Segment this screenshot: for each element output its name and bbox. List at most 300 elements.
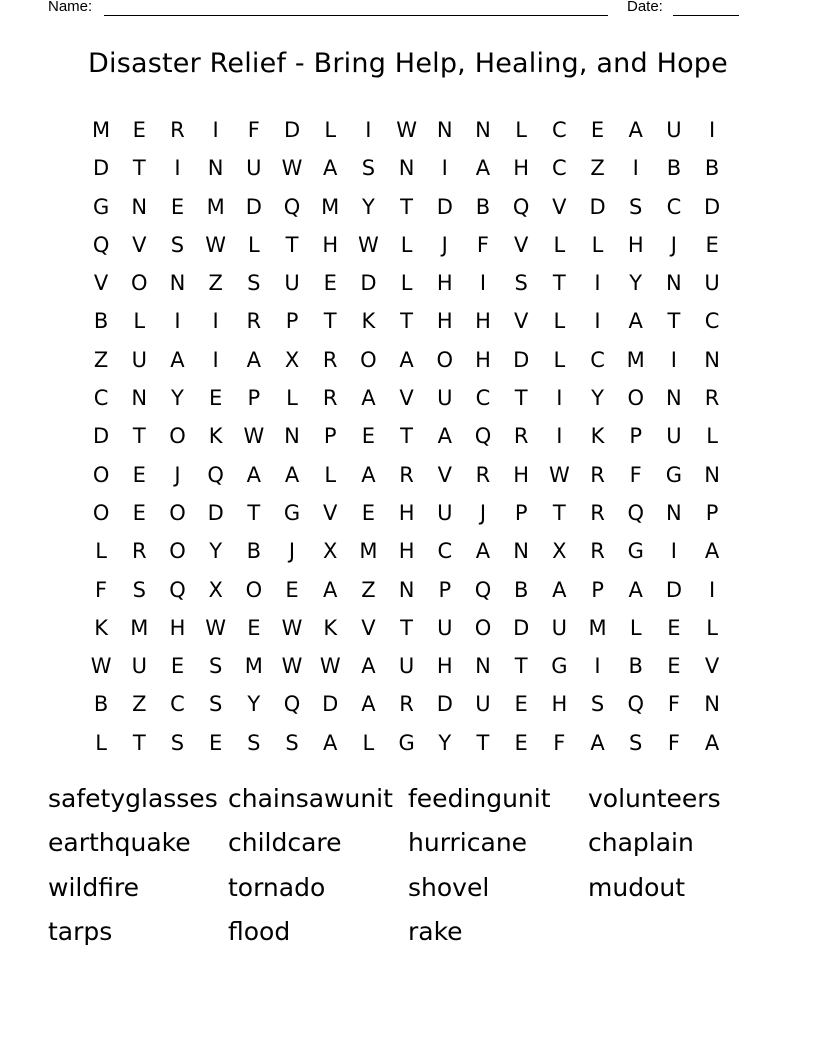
grid-letter[interactable]: G bbox=[627, 539, 644, 564]
grid-letter[interactable]: N bbox=[284, 424, 300, 449]
grid-letter[interactable]: G bbox=[92, 194, 110, 219]
grid-letter[interactable]: I bbox=[212, 347, 219, 372]
grid-letter[interactable]: C bbox=[590, 347, 605, 372]
grid-letter[interactable]: L bbox=[362, 730, 375, 755]
grid-letter[interactable]: W bbox=[205, 232, 227, 257]
grid-letter[interactable]: L bbox=[133, 309, 146, 334]
grid-letter[interactable]: E bbox=[247, 615, 261, 640]
grid-letter[interactable]: S bbox=[629, 730, 643, 755]
grid-letter[interactable]: U bbox=[246, 156, 262, 181]
grid-letter[interactable]: V bbox=[399, 386, 414, 411]
grid-letter[interactable]: L bbox=[247, 232, 260, 257]
word-bank-item: chaplain bbox=[588, 828, 694, 858]
grid-letter[interactable]: U bbox=[131, 347, 147, 372]
grid-letter[interactable]: D bbox=[436, 692, 453, 717]
grid-letter[interactable]: M bbox=[321, 194, 340, 219]
grid-letter[interactable]: I bbox=[174, 156, 181, 181]
grid-letter[interactable]: I bbox=[708, 118, 716, 142]
grid-letter[interactable]: V bbox=[513, 232, 529, 257]
grid-letter[interactable]: E bbox=[170, 194, 185, 219]
grid-letter[interactable]: P bbox=[247, 386, 261, 411]
grid-letter[interactable]: I bbox=[441, 156, 448, 181]
grid-letter[interactable]: W bbox=[358, 232, 379, 257]
grid-letter[interactable]: A bbox=[323, 730, 338, 755]
grid-letter[interactable]: W bbox=[281, 615, 303, 640]
grid-letter[interactable]: H bbox=[398, 539, 415, 564]
grid-letter[interactable]: J bbox=[479, 500, 487, 525]
grid-letter[interactable]: A bbox=[704, 539, 720, 564]
grid-letter[interactable]: L bbox=[95, 539, 107, 564]
grid-letter[interactable]: B bbox=[704, 156, 720, 181]
grid-letter[interactable]: M bbox=[206, 194, 225, 219]
grid-letter[interactable]: A bbox=[361, 692, 376, 717]
grid-letter[interactable]: Q bbox=[627, 692, 644, 717]
grid-letter[interactable]: Z bbox=[93, 347, 109, 372]
grid-letter[interactable]: R bbox=[399, 692, 414, 717]
grid-letter[interactable]: E bbox=[705, 232, 719, 257]
grid-letter[interactable]: V bbox=[93, 271, 109, 296]
letter-grid bbox=[82, 111, 731, 762]
grid-letter[interactable]: O bbox=[360, 347, 377, 372]
grid-letter[interactable]: A bbox=[170, 347, 185, 372]
grid-letter[interactable]: Q bbox=[207, 462, 224, 487]
grid-letter[interactable]: N bbox=[475, 654, 491, 679]
grid-letter[interactable]: M bbox=[244, 654, 263, 679]
grid-letter[interactable]: S bbox=[285, 730, 299, 755]
word-bank-item: hurricane bbox=[408, 828, 528, 858]
grid-letter[interactable]: O bbox=[169, 424, 186, 449]
grid-letter[interactable]: A bbox=[361, 654, 376, 679]
grid-letter[interactable]: E bbox=[209, 730, 223, 755]
grid-letter[interactable]: Y bbox=[591, 386, 604, 411]
grid-letter[interactable]: V bbox=[513, 309, 529, 334]
grid-letter[interactable]: R bbox=[704, 386, 720, 411]
grid-letter[interactable]: V bbox=[132, 232, 147, 257]
grid-letter[interactable]: B bbox=[246, 539, 262, 564]
grid-letter[interactable]: Z bbox=[361, 577, 376, 602]
grid-letter[interactable]: C bbox=[704, 309, 720, 334]
grid-letter[interactable]: F bbox=[667, 730, 680, 755]
grid-letter[interactable]: A bbox=[704, 730, 720, 755]
grid-letter[interactable]: U bbox=[666, 424, 682, 449]
grid-letter[interactable]: V bbox=[323, 500, 338, 525]
grid-letter[interactable]: P bbox=[629, 424, 643, 449]
grid-letter[interactable]: A bbox=[399, 347, 414, 372]
grid-letter[interactable]: A bbox=[475, 539, 491, 564]
grid-letter[interactable]: W bbox=[396, 118, 417, 142]
grid-letter[interactable]: D bbox=[360, 271, 377, 296]
grid-letter[interactable]: L bbox=[553, 232, 566, 257]
grid-letter[interactable]: X bbox=[284, 347, 300, 372]
grid-letter[interactable]: T bbox=[132, 730, 146, 755]
grid-letter[interactable]: H bbox=[627, 232, 644, 257]
grid-letter[interactable]: U bbox=[284, 271, 300, 296]
grid-letter[interactable]: O bbox=[627, 386, 644, 411]
grid-letter[interactable]: G bbox=[551, 654, 568, 679]
grid-letter[interactable]: G bbox=[398, 730, 415, 755]
grid-letter[interactable]: H bbox=[169, 615, 186, 640]
grid-letter[interactable]: U bbox=[704, 271, 720, 296]
grid-letter[interactable]: A bbox=[246, 462, 262, 487]
grid-letter[interactable]: F bbox=[476, 232, 490, 257]
grid-letter[interactable]: Y bbox=[171, 386, 184, 411]
grid-letter[interactable]: M bbox=[130, 615, 149, 640]
grid-letter[interactable]: E bbox=[361, 500, 376, 525]
grid-letter[interactable]: C bbox=[666, 194, 682, 219]
grid-letter[interactable]: T bbox=[552, 500, 566, 525]
grid-letter[interactable]: E bbox=[323, 271, 337, 296]
grid-letter[interactable]: S bbox=[132, 577, 146, 602]
grid-letter[interactable]: C bbox=[552, 118, 567, 142]
grid-letter[interactable]: H bbox=[513, 462, 530, 487]
grid-letter[interactable]: A bbox=[590, 730, 605, 755]
grid-letter[interactable]: P bbox=[438, 577, 452, 602]
grid-letter[interactable]: E bbox=[590, 118, 605, 142]
grid-letter[interactable]: D bbox=[245, 194, 262, 219]
grid-letter[interactable]: F bbox=[667, 692, 680, 717]
grid-letter[interactable]: T bbox=[667, 309, 681, 334]
grid-letter[interactable]: O bbox=[131, 271, 148, 296]
grid-letter[interactable]: M bbox=[626, 347, 645, 372]
grid-letter[interactable]: R bbox=[322, 386, 338, 411]
grid-letter[interactable]: T bbox=[400, 424, 413, 449]
grid-letter[interactable]: F bbox=[629, 462, 642, 487]
grid-letter[interactable]: H bbox=[513, 156, 530, 181]
grid-letter[interactable]: A bbox=[361, 386, 376, 411]
grid-letter[interactable]: Q bbox=[92, 232, 110, 257]
grid-letter[interactable]: R bbox=[475, 462, 491, 487]
grid-letter[interactable]: G bbox=[665, 462, 683, 487]
grid-letter[interactable]: C bbox=[475, 386, 491, 411]
grid-letter[interactable]: T bbox=[552, 271, 566, 296]
grid-letter[interactable]: T bbox=[323, 309, 337, 334]
grid-letter[interactable]: Y bbox=[209, 539, 223, 564]
grid-letter[interactable]: O bbox=[92, 462, 110, 487]
grid-letter[interactable]: S bbox=[361, 156, 376, 181]
grid-letter[interactable]: F bbox=[553, 730, 566, 755]
grid-letter[interactable]: D bbox=[436, 194, 453, 219]
word-bank-item: volunteers bbox=[588, 784, 721, 813]
grid-letter[interactable]: I bbox=[365, 118, 372, 142]
grid-letter[interactable]: N bbox=[398, 156, 415, 181]
grid-letter[interactable]: R bbox=[590, 539, 605, 564]
grid-letter[interactable]: H bbox=[475, 309, 491, 334]
grid-letter[interactable]: V bbox=[552, 194, 567, 219]
grid-letter[interactable]: D bbox=[283, 118, 301, 142]
grid-letter[interactable]: Q bbox=[283, 194, 301, 219]
grid-letter[interactable]: I bbox=[594, 309, 601, 334]
grid-letter[interactable]: I bbox=[556, 424, 563, 449]
grid-letter[interactable]: N bbox=[475, 118, 491, 142]
grid-letter[interactable]: Z bbox=[590, 156, 605, 181]
grid-letter[interactable]: R bbox=[170, 118, 185, 142]
grid-letter[interactable]: E bbox=[361, 424, 376, 449]
grid-letter[interactable]: R bbox=[399, 462, 414, 487]
grid-letter[interactable]: N bbox=[513, 539, 530, 564]
grid-letter[interactable]: J bbox=[441, 232, 448, 257]
grid-letter[interactable]: Q bbox=[512, 194, 530, 219]
grid-letter[interactable]: W bbox=[319, 654, 341, 679]
date-label: Date: bbox=[627, 0, 663, 15]
grid-letter[interactable]: O bbox=[474, 615, 492, 640]
grid-letter[interactable]: P bbox=[285, 309, 299, 334]
grid-letter[interactable]: D bbox=[93, 424, 110, 449]
grid-letter[interactable]: S bbox=[170, 730, 185, 755]
puzzle-title: Disaster Relief - Bring Help, Healing, and Hope bbox=[88, 48, 728, 79]
grid-letter[interactable]: N bbox=[131, 386, 148, 411]
grid-letter[interactable]: W bbox=[548, 462, 570, 487]
word-bank-item: mudout bbox=[588, 872, 686, 902]
grid-letter[interactable]: M bbox=[92, 118, 111, 142]
grid-letter[interactable]: R bbox=[590, 500, 605, 525]
grid-letter[interactable]: Z bbox=[132, 692, 147, 717]
grid-letter[interactable]: T bbox=[400, 615, 413, 640]
grid-letter[interactable]: S bbox=[208, 692, 223, 717]
grid-letter[interactable]: L bbox=[515, 118, 527, 142]
grid-letter[interactable]: I bbox=[708, 577, 716, 602]
grid-letter[interactable]: Y bbox=[629, 271, 643, 296]
grid-letter[interactable]: T bbox=[132, 156, 146, 181]
grid-letter[interactable]: A bbox=[628, 309, 643, 334]
grid-letter[interactable]: A bbox=[323, 156, 338, 181]
grid-letter[interactable]: S bbox=[247, 730, 261, 755]
grid-letter[interactable]: E bbox=[514, 692, 528, 717]
grid-letter[interactable]: B bbox=[513, 577, 529, 602]
grid-letter[interactable]: O bbox=[245, 577, 263, 602]
grid-letter[interactable]: S bbox=[629, 194, 643, 219]
grid-letter[interactable]: H bbox=[398, 500, 415, 525]
grid-letter[interactable]: C bbox=[93, 386, 109, 411]
grid-letter[interactable]: R bbox=[322, 347, 338, 372]
grid-letter[interactable]: H bbox=[436, 654, 453, 679]
grid-letter[interactable]: N bbox=[207, 156, 224, 181]
grid-letter[interactable]: L bbox=[286, 386, 298, 411]
grid-letter[interactable]: H bbox=[475, 347, 491, 372]
grid-letter[interactable]: B bbox=[93, 309, 109, 334]
grid-letter[interactable]: F bbox=[247, 118, 260, 142]
grid-letter[interactable]: I bbox=[212, 309, 219, 334]
grid-letter[interactable]: D bbox=[513, 615, 530, 640]
grid-letter[interactable]: Q bbox=[474, 424, 492, 449]
grid-letter[interactable]: E bbox=[132, 500, 146, 525]
grid-letter[interactable]: N bbox=[169, 271, 186, 296]
grid-letter[interactable]: N bbox=[704, 462, 720, 487]
grid-letter[interactable]: E bbox=[667, 654, 681, 679]
grid-letter[interactable]: T bbox=[132, 424, 146, 449]
grid-letter[interactable]: I bbox=[174, 309, 181, 334]
grid-letter[interactable]: I bbox=[670, 347, 677, 372]
grid-letter[interactable]: L bbox=[553, 347, 566, 372]
grid-letter[interactable]: D bbox=[93, 156, 110, 181]
grid-letter[interactable]: V bbox=[437, 462, 452, 487]
grid-letter[interactable]: R bbox=[131, 539, 147, 564]
grid-letter[interactable]: L bbox=[324, 118, 337, 142]
grid-letter[interactable]: K bbox=[590, 424, 605, 449]
grid-letter[interactable]: W bbox=[281, 156, 303, 181]
grid-letter[interactable]: T bbox=[247, 500, 261, 525]
grid-letter[interactable]: S bbox=[170, 232, 185, 257]
grid-letter[interactable]: L bbox=[400, 232, 413, 257]
grid-letter[interactable]: U bbox=[437, 500, 453, 525]
grid-letter[interactable]: C bbox=[552, 156, 567, 181]
grid-letter[interactable]: V bbox=[361, 615, 376, 640]
grid-letter[interactable]: N bbox=[666, 386, 682, 411]
grid-letter[interactable]: P bbox=[514, 500, 528, 525]
grid-letter[interactable]: D bbox=[207, 500, 224, 525]
grid-letter[interactable]: E bbox=[170, 654, 185, 679]
grid-letter[interactable]: B bbox=[628, 654, 643, 679]
grid-letter[interactable]: U bbox=[551, 615, 568, 640]
grid-letter[interactable]: I bbox=[670, 539, 677, 564]
grid-letter[interactable]: K bbox=[323, 615, 338, 640]
grid-letter[interactable]: K bbox=[361, 309, 376, 334]
grid-letter[interactable]: X bbox=[552, 539, 567, 564]
grid-letter[interactable]: D bbox=[665, 577, 682, 602]
grid-letter[interactable]: N bbox=[666, 271, 682, 296]
grid-letter[interactable]: E bbox=[132, 462, 146, 487]
grid-letter[interactable]: U bbox=[398, 654, 415, 679]
grid-letter[interactable]: W bbox=[90, 654, 112, 679]
grid-letter[interactable]: J bbox=[670, 232, 677, 257]
grid-letter[interactable]: T bbox=[400, 194, 413, 219]
grid-letter[interactable]: Z bbox=[208, 271, 223, 296]
grid-letter[interactable]: M bbox=[588, 615, 607, 640]
grid-letter[interactable]: B bbox=[666, 156, 682, 181]
grid-letter[interactable]: W bbox=[205, 615, 227, 640]
grid-letter[interactable]: L bbox=[629, 615, 642, 640]
grid-letter[interactable]: U bbox=[437, 386, 453, 411]
grid-letter[interactable]: T bbox=[285, 232, 299, 257]
grid-letter[interactable]: E bbox=[667, 615, 681, 640]
grid-letter[interactable]: D bbox=[513, 347, 530, 372]
grid-letter[interactable]: F bbox=[95, 577, 108, 602]
grid-letter[interactable]: N bbox=[131, 194, 148, 219]
grid-letter[interactable]: N bbox=[398, 577, 415, 602]
grid-letter[interactable]: C bbox=[437, 539, 453, 564]
grid-letter[interactable]: L bbox=[706, 424, 718, 449]
grid-letter[interactable]: D bbox=[704, 194, 721, 219]
grid-letter[interactable]: L bbox=[553, 309, 566, 334]
grid-letter[interactable]: A bbox=[628, 577, 643, 602]
grid-letter[interactable]: E bbox=[285, 577, 299, 602]
grid-letter[interactable]: A bbox=[437, 424, 452, 449]
grid-letter[interactable]: G bbox=[283, 500, 301, 525]
grid-letter[interactable]: R bbox=[513, 424, 529, 449]
grid-letter[interactable]: M bbox=[359, 539, 378, 564]
grid-letter[interactable]: Q bbox=[169, 577, 186, 602]
word-bank-item: safetyglasses bbox=[48, 784, 218, 813]
grid-letter[interactable]: E bbox=[132, 118, 146, 142]
grid-letter[interactable]: Y bbox=[247, 692, 261, 717]
grid-letter[interactable]: R bbox=[590, 462, 605, 487]
grid-letter[interactable]: P bbox=[323, 424, 337, 449]
word-bank-item: rake bbox=[408, 916, 463, 946]
grid-letter[interactable]: C bbox=[170, 692, 185, 717]
grid-letter[interactable]: S bbox=[590, 692, 605, 717]
grid-letter[interactable]: I bbox=[594, 271, 601, 296]
grid-letter[interactable]: U bbox=[131, 654, 147, 679]
grid-letter[interactable]: I bbox=[479, 271, 487, 296]
grid-letter[interactable]: A bbox=[284, 462, 300, 487]
grid-letter[interactable]: D bbox=[322, 692, 339, 717]
grid-letter[interactable]: Q bbox=[283, 692, 301, 717]
grid-letter[interactable]: A bbox=[361, 462, 376, 487]
grid-letter[interactable]: I bbox=[556, 386, 563, 411]
grid-letter[interactable]: I bbox=[594, 654, 601, 679]
grid-letter[interactable]: H bbox=[551, 692, 568, 717]
grid-letter[interactable]: D bbox=[589, 194, 606, 219]
grid-letter[interactable]: I bbox=[632, 156, 639, 181]
date-blank[interactable] bbox=[673, 15, 739, 16]
grid-letter[interactable]: Q bbox=[627, 500, 644, 525]
grid-letter[interactable]: U bbox=[437, 615, 453, 640]
grid-letter[interactable]: W bbox=[243, 424, 265, 449]
name-blank[interactable] bbox=[104, 15, 608, 16]
grid-letter[interactable]: T bbox=[400, 309, 413, 334]
grid-letter[interactable]: Y bbox=[438, 730, 452, 755]
grid-letter[interactable]: I bbox=[212, 118, 219, 142]
grid-letter[interactable]: U bbox=[475, 692, 491, 717]
grid-letter[interactable]: V bbox=[704, 654, 720, 679]
grid-letter[interactable]: A bbox=[475, 156, 491, 181]
grid-letter[interactable]: B bbox=[93, 692, 109, 717]
grid-letter[interactable]: L bbox=[95, 730, 107, 755]
grid-letter[interactable]: H bbox=[436, 271, 453, 296]
grid-letter[interactable]: N bbox=[436, 118, 453, 142]
grid-letter[interactable]: E bbox=[514, 730, 528, 755]
grid-letter[interactable]: A bbox=[552, 577, 567, 602]
grid-letter[interactable]: P bbox=[705, 500, 719, 525]
grid-letter[interactable]: S bbox=[514, 271, 528, 296]
grid-letter[interactable]: L bbox=[591, 232, 604, 257]
grid-letter[interactable]: A bbox=[628, 118, 643, 142]
grid-letter[interactable]: O bbox=[169, 500, 186, 525]
grid-letter[interactable]: N bbox=[704, 692, 720, 717]
grid-letter[interactable]: S bbox=[247, 271, 261, 296]
grid-letter[interactable]: O bbox=[169, 539, 186, 564]
grid-letter[interactable]: T bbox=[514, 386, 528, 411]
grid-letter[interactable]: E bbox=[209, 386, 223, 411]
grid-letter[interactable]: P bbox=[591, 577, 604, 602]
grid-letter[interactable]: J bbox=[288, 539, 296, 564]
grid-letter[interactable]: L bbox=[324, 462, 337, 487]
grid-letter[interactable]: W bbox=[281, 654, 303, 679]
grid-letter[interactable]: O bbox=[92, 500, 110, 525]
grid-letter[interactable]: K bbox=[94, 615, 108, 640]
grid-letter[interactable]: N bbox=[666, 500, 682, 525]
grid-letter[interactable]: X bbox=[323, 539, 338, 564]
grid-letter[interactable]: L bbox=[706, 615, 718, 640]
grid-letter[interactable]: T bbox=[476, 730, 490, 755]
grid-letter[interactable]: H bbox=[322, 232, 339, 257]
grid-letter[interactable]: X bbox=[208, 577, 223, 602]
grid-letter[interactable]: N bbox=[704, 347, 720, 372]
grid-letter[interactable]: B bbox=[475, 194, 491, 219]
grid-letter[interactable]: U bbox=[666, 118, 682, 142]
grid-letter[interactable]: O bbox=[436, 347, 454, 372]
grid-letter[interactable]: L bbox=[400, 271, 413, 296]
grid-letter[interactable]: Q bbox=[474, 577, 492, 602]
grid-letter[interactable]: J bbox=[174, 462, 181, 487]
grid-letter[interactable]: T bbox=[514, 654, 528, 679]
grid-letter[interactable]: K bbox=[208, 424, 223, 449]
grid-letter[interactable]: S bbox=[208, 654, 223, 679]
grid-letter[interactable]: A bbox=[323, 577, 338, 602]
grid-letter[interactable]: H bbox=[436, 309, 453, 334]
grid-letter[interactable]: Y bbox=[361, 194, 375, 219]
grid-letter[interactable]: R bbox=[246, 309, 262, 334]
grid-letter[interactable]: A bbox=[246, 347, 262, 372]
